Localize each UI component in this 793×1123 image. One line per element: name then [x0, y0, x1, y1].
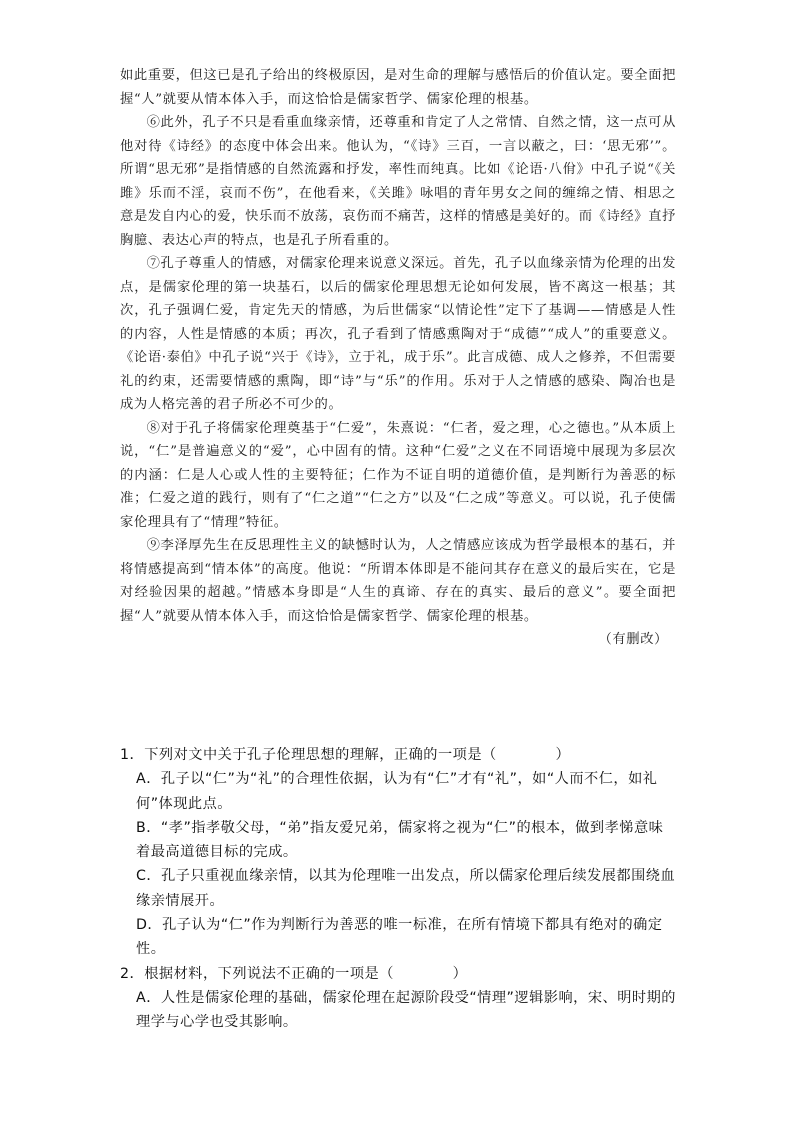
passage-paragraph: ⑧对于孔子将儒家伦理奠基于“仁爱”，朱熹说：“仁者，爱之理，心之德也。”从本质上说，“仁”是普遍意义的“爱”，心中固有的情。这种“仁爱”之义在不同语境中展现为多层次的内涵：仁是人心或人性的主要特征；仁作为不证自明的道德价值，是判断行为善恶的标准；仁爱之道的践行，则有了“仁之道”“仁之方”以及“仁之成”等意义。可以说，孔子使儒家伦理具有了“情理”特征。 [120, 420, 676, 530]
question-stem: 2．根据材料，下列说法不正确的一项是（ ） [120, 965, 468, 982]
passage-paragraph: ⑦孔子尊重人的情感，对儒家伦理来说意义深远。首先，孔子以血缘亲情为伦理的出发点，是儒家伦理的第一块基石，以后的儒家伦理思想无论如何发展，皆不离这一根基；其次，孔子强调仁爱，肯定先天的情感，为后世儒家“以情论性”定下了基调——情感是人性的内容，人性是情感的本质；再次，孔子看到了情感熏陶对于“成德”“成人”的重要意义。《论语·泰伯》中孔子说“兴于《诗》，立于礼，成于乐”。此言成德、成人之修养，不但需要礼的约束，还需要情感的熏陶，即“诗”与“乐”的作用。乐对于人之情感的感染、陶冶也是成为人格完善的君子所必不可少的。 [120, 256, 676, 412]
question-item [120, 962, 676, 1035]
answer-option[interactable]: A．孔子以“仁”为“礼”的合理性依据，认为有“仁”才有“礼”，如“人而不仁，如礼何”体现此点。 [136, 771, 658, 812]
answer-option[interactable]: A．人性是儒家伦理的基础，儒家伦理在起源阶段受“情理”逻辑影响，宋、明时期的理学与心学也受其影响。 [136, 989, 676, 1031]
question-list [120, 743, 676, 1035]
answer-option[interactable]: D．孔子认为“仁”作为判断行为善恶的唯一标准，在所有情境下都具有绝对的确定性。 [136, 917, 663, 958]
passage-paragraph: 如此重要，但这已是孔子给出的终极原因，是对生命的理解与感悟后的价值认定。要全面把握“人”就要从情本体入手，而这恰恰是儒家哲学、儒家伦理的根基。 [120, 68, 676, 107]
answer-option[interactable]: C．孔子只重视血缘亲情，以其为伦理唯一出发点，所以儒家伦理后续发展都围绕血缘亲情展开。 [136, 868, 676, 909]
passage-paragraph: ⑥此外，孔子不只是看重血缘亲情，还尊重和肯定了人之常情、自然之情，这一点可从他对待《诗经》的态度中体会出来。他认为，“《诗》三百，一言以蔽之，曰：‘思无邪’”。所谓“思无邪”是指情感的自然流露和抒发，率性而纯真。比如《论语·八佾》中孔子说“《关雎》乐而不淫，哀而不伤”，在他看来，《关雎》咏唱的青年男女之间的缠绵之情、相思之意是发自内心的爱，快乐而不放荡，哀伤而不痛苦，这样的情感是美好的。而《诗经》直抒胸臆、表达心声的特点，也是孔子所看重的。 [120, 115, 676, 248]
reading-passage [120, 64, 676, 652]
passage-paragraph: ⑨李泽厚先生在反思理性主义的缺憾时认为，人之情感应该成为哲学最根本的基石，并将情感提高到“情本体”的高度。他说：“所谓本体即是不能问其存在意义的最后实在，它是对经验因果的超越。”情感本身即是“人生的真谛、存在的真实、最后的意义”。要全面把握“人”就要从情本体入手，而这恰恰是儒家哲学、儒家伦理的根基。 [120, 538, 676, 624]
source-note: （有删改） [598, 632, 668, 647]
question-stem: 1．下列对文中关于孔子伦理思想的理解，正确的一项是（ ） [120, 747, 571, 763]
answer-option[interactable]: B．“孝”指孝敬父母，“弟”指友爱兄弟，儒家将之视为“仁”的根本，做到孝悌意味着最高道德目标的完成。 [136, 819, 664, 861]
question-item [120, 743, 676, 962]
